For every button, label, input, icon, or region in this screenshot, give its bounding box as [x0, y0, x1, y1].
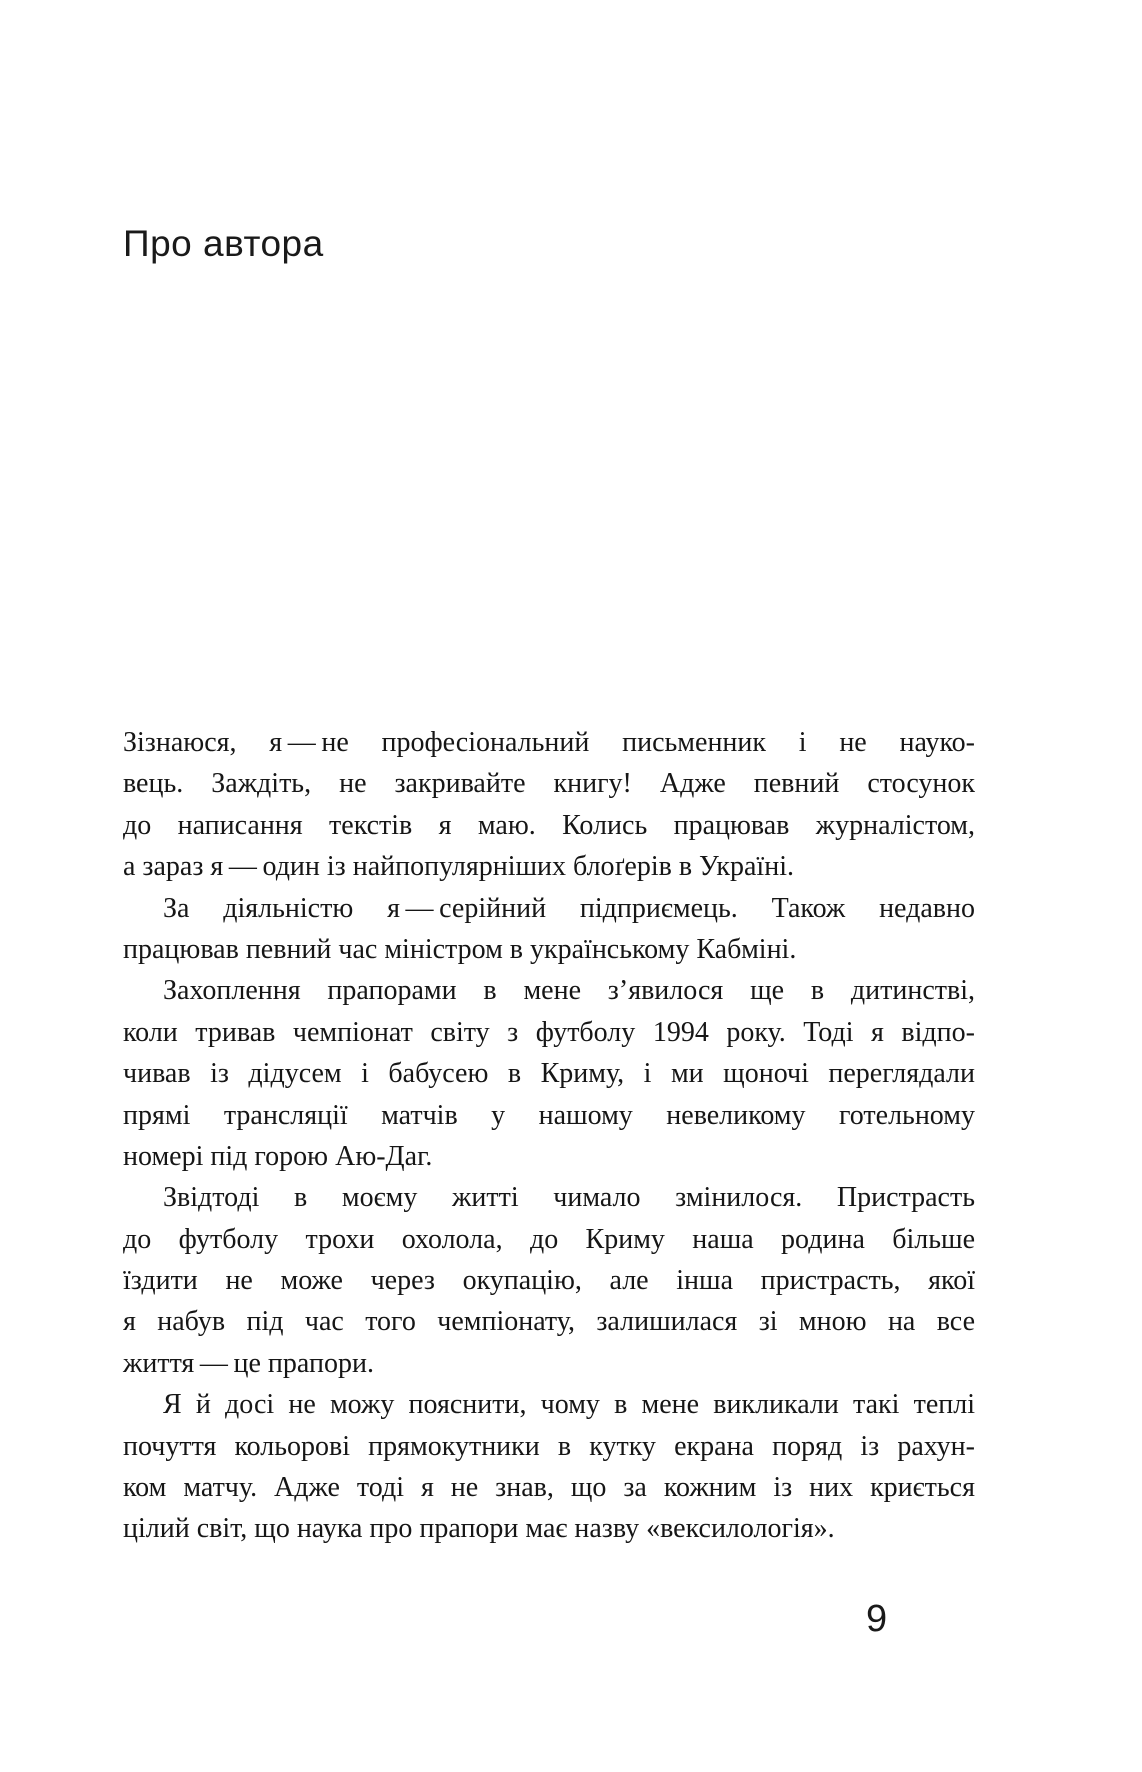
body-line: їздити не може через окупацію, але інша пристрасть, якої	[123, 1265, 975, 1297]
body-line: життя — це прапори.	[123, 1347, 374, 1379]
body-line: чивав із дідусем і бабусею в Криму, і ми щоночі переглядали	[123, 1058, 975, 1090]
body-line: Зізнаюся, я — не професіональний письменник і не науко-	[123, 727, 975, 758]
body-line: працював певний час міністром в українському Кабміні.	[123, 933, 797, 965]
page-number: 9	[866, 1598, 888, 1640]
body-line: прямі трансляції матчів у нашому невеликому готельному	[123, 1099, 975, 1131]
body-line: Я й досі не можу пояснити, чому в мене викликали такі теплі	[163, 1389, 975, 1421]
chapter-title: Про автора	[123, 223, 324, 264]
body-line: а зараз я — один із найпопулярніших блоґерів в Україні.	[123, 851, 794, 883]
body-line: цілий світ, що наука про прапори має назву «вексилологія».	[123, 1513, 835, 1545]
body-line: ком матчу. Адже тоді я не знав, що за кожним із них криється	[123, 1472, 975, 1504]
body-line: коли тривав чемпіонат світу з футболу 1994 року. Тоді я відпо-	[123, 1016, 975, 1048]
body-line: Захоплення прапорами в мене з’явилося ще в дитинстві,	[163, 975, 975, 1007]
body-text	[123, 722, 975, 1550]
body-line: вець. Заждіть, не закривайте книгу! Адже певний стосунок	[123, 768, 975, 800]
body-line: до футболу трохи охолола, до Криму наша родина більше	[123, 1223, 975, 1255]
body-line: почуття кольорові прямокутники в кутку екрана поряд із рахун-	[123, 1430, 975, 1462]
body-line: я набув під час того чемпіонату, залишилася зі мною на все	[123, 1306, 975, 1338]
body-line: Звідтоді в моєму житті чимало змінилося. Пристрасть	[163, 1182, 975, 1214]
body-line: до написання текстів я маю. Колись працював журналістом,	[123, 809, 975, 841]
body-line: номері під горою Аю-Даг.	[123, 1140, 433, 1172]
body-line: За діяльністю я — серійний підприємець. Також недавно	[163, 892, 975, 924]
